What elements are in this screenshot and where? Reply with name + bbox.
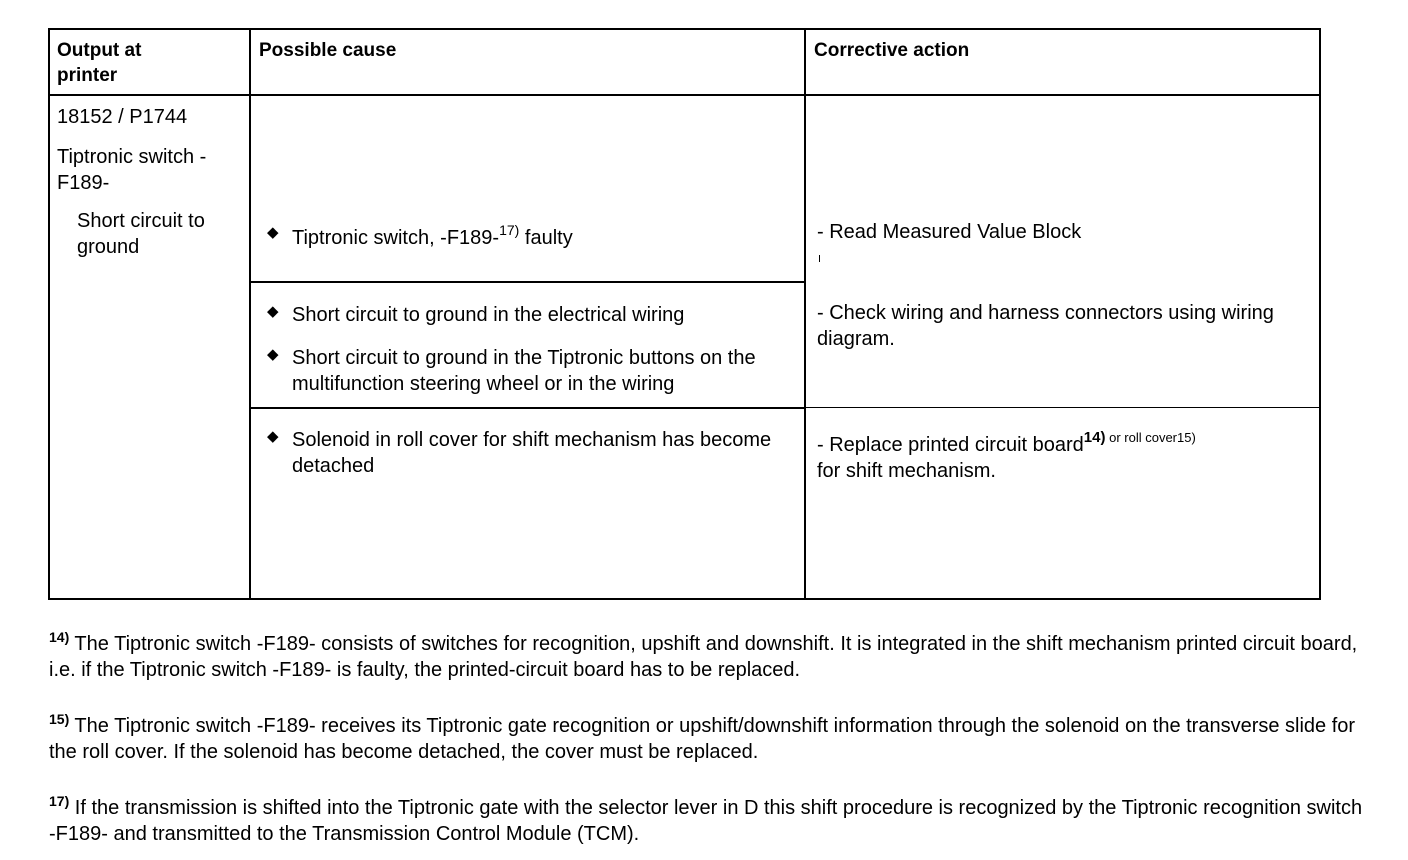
bullet-icon: ◆: [267, 428, 279, 445]
action-read-measured-value-block: - Read Measured Value Block: [817, 221, 1082, 243]
action-text-suffix: for shift mechanism.: [817, 460, 996, 482]
action-text-roll-cover: or roll cover: [1105, 430, 1178, 445]
footnote-ref-15: 15): [1177, 430, 1196, 445]
footnote-17: [49, 795, 1369, 847]
table-border-right: [1319, 28, 1321, 600]
table-border-bottom: [48, 598, 1321, 600]
fault-code: 18152 / P1744: [57, 106, 188, 128]
cause-text-suffix: faulty: [519, 227, 573, 249]
header-corrective-action: Corrective action: [814, 40, 970, 61]
footnote-mark: 15): [49, 711, 70, 727]
fault-type: Short circuit to ground: [77, 210, 205, 258]
cause-row-divider-2: [250, 407, 805, 409]
table-border-top: [48, 28, 1321, 30]
header-output-at-printer: Output at printer: [57, 40, 142, 86]
footnote-mark: 17): [49, 793, 70, 809]
cause-short-circuit-buttons: Short circuit to ground in the Tiptronic buttons on the multifunction steering wheel or in the wiring: [292, 347, 756, 395]
cause-tiptronic-switch-faulty: [292, 222, 797, 251]
table-border-left: [48, 28, 50, 600]
bullet-icon: ◆: [267, 346, 279, 363]
footnote-text: The Tiptronic switch -F189- receives its Tiptronic gate recognition or upshift/downshift information through the solenoid on the transverse slide for the roll cover. If the solenoid has become detached, the cover must be replaced.: [49, 715, 1356, 763]
footnote-ref-14: 14): [1083, 429, 1106, 446]
cause-short-circuit-wiring: Short circuit to ground in the electrical wiring: [292, 304, 685, 326]
footnote-text: The Tiptronic switch -F189- consists of switches for recognition, upshift and downshift. It is integrated in the shift mechanism printed circuit board, i.e. if the Tiptronic switch -F189- is faulty, the printed-circuit board has to be replaced.: [49, 633, 1358, 681]
action-replace-circuit-board: [817, 429, 1312, 484]
header-possible-cause: Possible cause: [259, 40, 397, 61]
cause-row-divider-1: [250, 281, 805, 283]
footnote-mark: 14): [49, 629, 70, 645]
bullet-icon: ◆: [267, 303, 279, 320]
action-row-divider: [805, 407, 1320, 408]
stray-mark: [819, 255, 820, 262]
footnote-ref-17: 17): [499, 222, 520, 238]
footnote-14: [49, 631, 1369, 683]
cause-solenoid-detached: Solenoid in roll cover for shift mechanism has become detached: [292, 429, 772, 477]
action-check-wiring: - Check wiring and harness connectors using wiring diagram.: [817, 302, 1274, 350]
footnote-text: If the transmission is shifted into the Tiptronic gate with the selector lever in D this shift procedure is recognized by the Tiptronic recognition switch -F189- and transmitted to the Transmission Control Module (TCM).: [49, 797, 1363, 845]
table-border-header: [48, 94, 1321, 96]
cause-text: Tiptronic switch, -F189-: [292, 227, 500, 249]
table-divider-col2: [804, 28, 806, 600]
footnote-15: [49, 713, 1369, 765]
table-divider-col1: [249, 28, 251, 600]
action-text: - Replace printed circuit board: [817, 434, 1084, 456]
bullet-icon: ◆: [267, 224, 279, 241]
component-name: Tiptronic switch -F189-: [57, 146, 207, 194]
